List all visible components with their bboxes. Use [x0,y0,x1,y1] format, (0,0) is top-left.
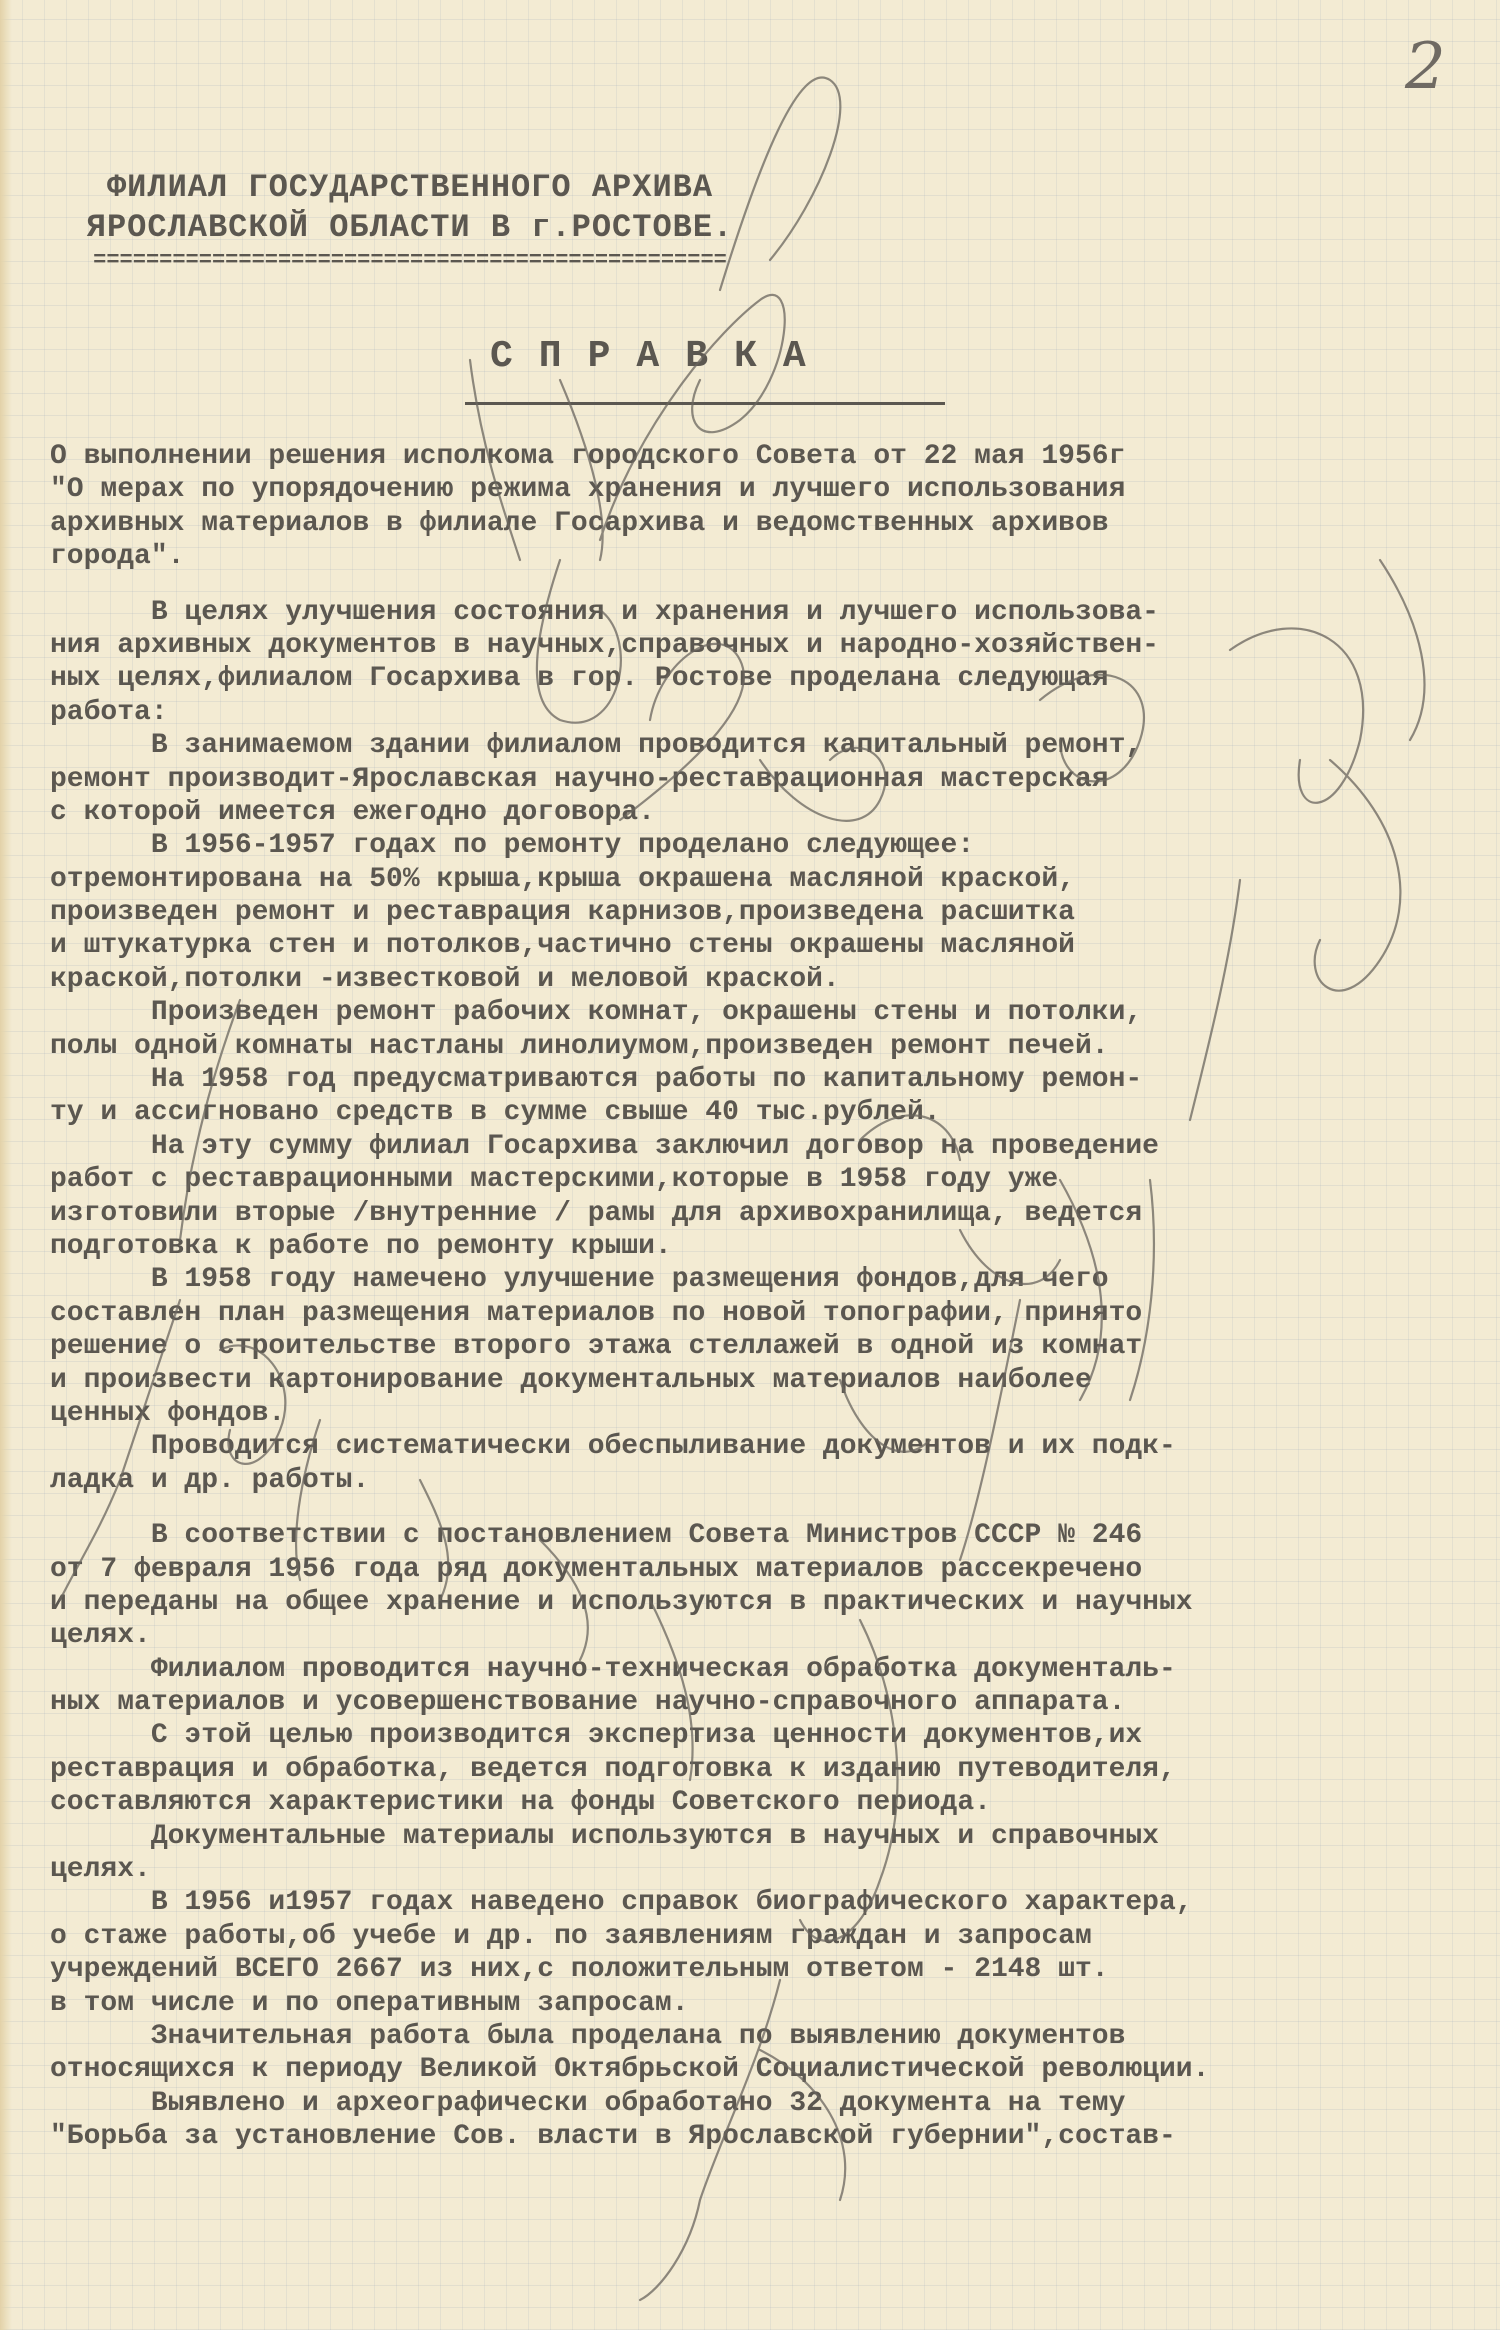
body-line: в том числе и по оперативным запросам. [50,1987,689,2019]
body-line: целях. [50,1854,151,1886]
body-line: Проводится систематически обеспыливание документов и их подк- [50,1431,1176,1463]
body-line: Документальные материалы используются в научных и справочных [50,1820,1159,1852]
document-title: СПРАВКА [490,335,832,378]
body-line: краской,потолки -известковой и меловой краской. [50,963,840,995]
body-line: произведен ремонт и реставрация карнизов,произведена расшитка [50,897,1075,929]
body-line: В целях улучшения состояния и хранения и лучшего использова- [50,596,1159,628]
body-line: и переданы на общее хранение и используются в практических и научных [50,1586,1193,1618]
header-rule: ================================================ [93,248,727,273]
body-line: ния архивных документов в научных,справочных и народно-хозяйствен- [50,629,1159,661]
body-line: ценных фондов. [50,1397,286,1429]
body-line: Значительная работа была проделана по выявлению документов [50,2020,1126,2052]
paragraph-gap [50,1497,1460,1519]
body-line: и произвести картонирование документальных материалов наиболее [50,1364,1092,1396]
body-line: ных материалов и усовершенствование научно-справочного аппарата. [50,1687,1126,1719]
body-line: В 1956-1957 годах по ремонту проделано следующее: [50,830,975,862]
body-line: С этой целью производится экспертиза ценности документов,их [50,1720,1143,1752]
body-line: относящихся к периоду Великой Октябрьской Социалистической революции. [50,2054,1210,2086]
body-line: "О мерах по упорядочению режима хранения и лучшего использования [50,474,1126,506]
body-line: ремонт производит-Ярославская научно-реставрационная мастерская [50,763,1109,795]
body-line: Произведен ремонт рабочих комнат, окрашены стены и потолки, [50,997,1143,1029]
body-line: работа: [50,696,168,728]
header-line-1: ФИЛИАЛ ГОСУДАРСТВЕННОГО АРХИВА [106,169,714,206]
body-line: "Борьба за установление Сов. власти в Ярославской губернии",состав- [50,2121,1176,2153]
body-line: составляются характеристики на фонды Советского периода. [50,1787,991,1819]
body-line: реставрация и обработка, ведется подготовка к изданию путеводителя, [50,1753,1176,1785]
body-line: города". [50,541,185,573]
body-line: архивных материалов в филиале Госархива и ведомственных архивов [50,507,1109,539]
body-line: Выявлено и археографически обработано 32 документа на тему [50,2087,1126,2119]
body-line: полы одной комнаты настланы линолиумом,произведен ремонт печей. [50,1030,1109,1062]
body-line: В занимаемом здании филиалом проводится капитальный ремонт, [50,730,1143,762]
header-line-2: ЯРОСЛАВСКОЙ ОБЛАСТИ В г.РОСТОВЕ. [86,209,734,246]
body-line: с которой имеется ежегодно договора. [50,796,655,828]
body-line: учреждений ВСЕГО 2667 из них,с положительным ответом - 2148 шт. [50,1954,1109,1986]
page-number: 2 [1405,30,1446,104]
document-body [50,440,1460,2154]
body-line: На эту сумму филиал Госархива заключил договор на проведение [50,1130,1159,1162]
body-line: о стаже работы,об учебе и др. по заявлениям граждан и запросам [50,1920,1092,1952]
body-line: и штукатурка стен и потолков,частично стены окрашены масляной [50,930,1075,962]
body-line: Филиалом проводится научно-техническая обработка документаль- [50,1653,1176,1685]
paragraph-gap [50,574,1460,596]
title-underline [465,402,945,405]
body-line: В 1956 и1957 годах наведено справок биографического характера, [50,1887,1193,1919]
body-line: О выполнении решения исполкома городского Совета от 22 мая 1956г [50,441,1126,472]
body-line: ных целях,филиалом Госархива в гор. Ростове проделана следующая [50,663,1109,695]
body-line: В соответствии с постановлением Совета Министров СССР № 246 [50,1520,1143,1552]
paper-edge [0,0,12,2330]
body-line: работ с реставрационными мастерскими,которые в 1958 году уже [50,1164,1059,1196]
body-line: от 7 февраля 1956 года ряд документальных материалов рассекречено [50,1553,1143,1585]
body-line: решение о строительстве второго этажа стеллажей в одной из комнат [50,1331,1143,1363]
body-line: ту и ассигновано средств в сумме свыше 40 тыс.рублей. [50,1097,941,1129]
body-line: На 1958 год предусматриваются работы по капитальному ремон- [50,1064,1143,1096]
body-line: подготовка к работе по ремонту крыши. [50,1230,672,1262]
archive-header [60,168,760,274]
body-line: составлен план размещения материалов по новой топографии, принято [50,1297,1143,1329]
body-line: изготовили вторые /внутренние / рамы для архивохранилища, ведется [50,1197,1143,1229]
body-line: целях. [50,1620,151,1652]
body-line: ладка и др. работы. [50,1464,370,1496]
body-line: В 1958 году намечено улучшение размещения фондов,для чего [50,1264,1109,1296]
body-line: отремонтирована на 50% крыша,крыша окрашена масляной краской, [50,863,1075,895]
